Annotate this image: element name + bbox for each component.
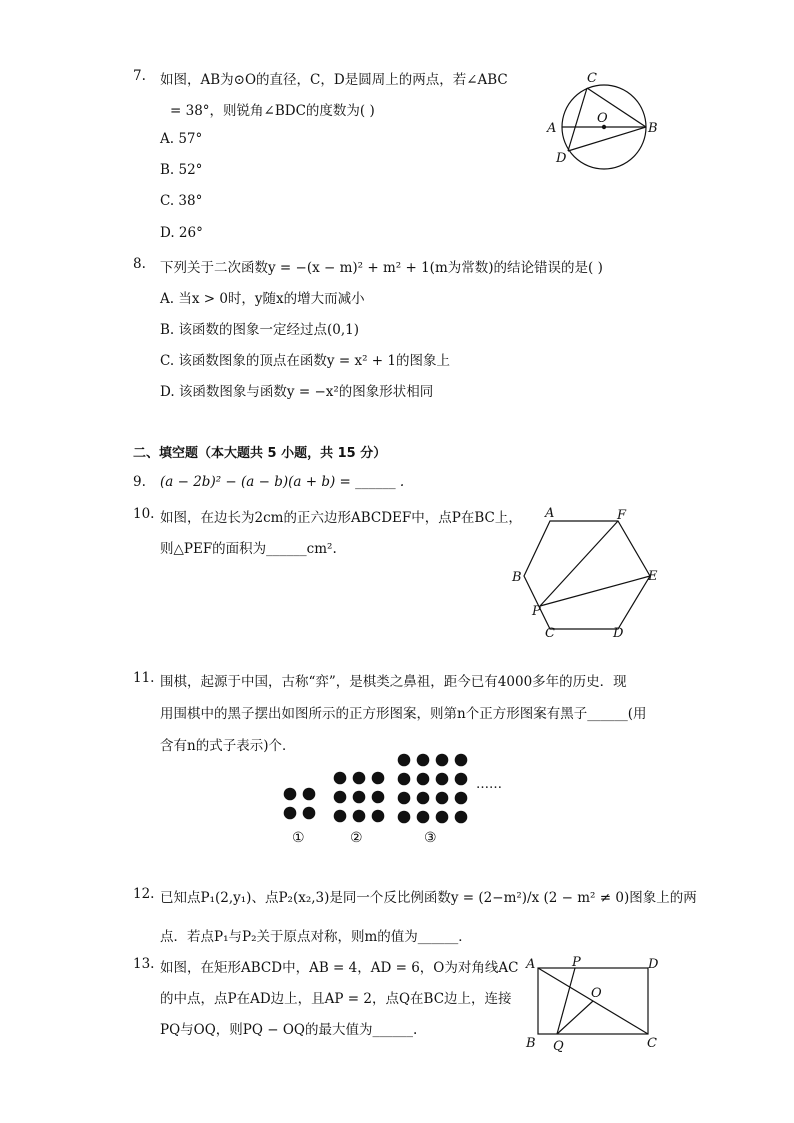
- q7-circle-figure: [540, 62, 670, 172]
- pattern-3x3-stones: [334, 772, 385, 823]
- q11-go-stone-patterns: [280, 750, 520, 850]
- q8-number: 8.: [133, 256, 146, 272]
- go-stone: [398, 773, 411, 786]
- q7-label-c: C: [587, 71, 597, 86]
- q10-label-p: P: [532, 604, 541, 619]
- q13-label-q: Q: [553, 1039, 564, 1054]
- go-stone: [436, 754, 449, 767]
- q10-label-d: D: [613, 626, 624, 640]
- pattern-label-2: ②: [350, 830, 363, 846]
- q10-number: 10.: [133, 506, 155, 522]
- section-title-fill-blank: 二、填空题（本大题共 5 小题，共 15 分）: [133, 446, 387, 461]
- go-stone: [353, 791, 366, 804]
- q13-label-p: P: [572, 955, 581, 970]
- q8-option-c: C. 该函数图象的顶点在函数y = x² + 1的图象上: [160, 353, 450, 369]
- q10-label-b: B: [512, 570, 522, 585]
- pattern-label-1: ①: [292, 830, 305, 846]
- q10-label-a: A: [545, 506, 555, 521]
- go-stone: [436, 792, 449, 805]
- q8-option-b: B. 该函数的图象一定经过点(0,1): [160, 322, 360, 338]
- q12-stem-line1: 已知点P₁(2,y₁)、点P₂(x₂,3)是同一个反比例函数y = (2−m²)/x (2 − m² ≠ 0)图象上的两: [160, 890, 697, 906]
- go-stone: [334, 772, 347, 785]
- q9-number: 9.: [133, 474, 146, 490]
- pattern-label-3: ③: [424, 830, 437, 846]
- pattern-4x4-stones: [398, 754, 468, 824]
- go-stone: [303, 807, 316, 820]
- q7-label-a: A: [547, 121, 557, 136]
- q7-option-d: D. 26°: [160, 225, 203, 241]
- go-stone: [334, 791, 347, 804]
- pattern-ellipsis: ……: [476, 777, 502, 792]
- go-stone: [417, 811, 430, 824]
- q9-stem: (a − 2b)² − (a − b)(a + b) = ______ .: [160, 474, 405, 490]
- pattern-2x2-stones: [284, 788, 316, 820]
- q11-stem-line1: 围棋，起源于中国，古称“弈”，是棋类之鼻祖，距今已有4000多年的历史．现: [160, 674, 627, 690]
- q13-rectangle-figure: [520, 952, 670, 1057]
- go-stone: [398, 811, 411, 824]
- go-stone: [417, 773, 430, 786]
- go-stone: [284, 807, 297, 820]
- q10-label-c: C: [545, 626, 555, 640]
- q7-label-d: D: [556, 151, 567, 166]
- go-stone: [284, 788, 297, 801]
- go-stone: [303, 788, 316, 801]
- q7-option-c: C. 38°: [160, 193, 203, 209]
- go-stone: [334, 810, 347, 823]
- q13-stem-line2: 的中点，点P在AD边上，且AP = 2，点Q在BC边上，连接: [160, 991, 512, 1007]
- q13-label-b: B: [526, 1036, 536, 1051]
- q8-option-a: A. 当x > 0时，y随x的增大而减小: [160, 291, 365, 307]
- q10-stem-line1: 如图，在边长为2cm的正六边形ABCDEF中，点P在BC上，: [160, 510, 522, 526]
- go-stone: [398, 792, 411, 805]
- q13-label-d: D: [648, 957, 659, 972]
- go-stone: [436, 773, 449, 786]
- q8-stem: 下列关于二次函数y = −(x − m)² + m² + 1(m为常数)的结论错误的是( ): [160, 260, 603, 276]
- q10-label-e: E: [648, 569, 658, 584]
- go-stone: [372, 791, 385, 804]
- q13-label-a: A: [526, 957, 536, 972]
- q11-stem-line2: 用围棋中的黑子摆出如图所示的正方形图案，则第n个正方形图案有黑子______(用: [160, 706, 647, 722]
- q13-stem-line3: PQ与OQ，则PQ − OQ的最大值为______.: [160, 1022, 418, 1038]
- q12-number: 12.: [133, 886, 155, 902]
- q7-label-b: B: [648, 121, 658, 136]
- q7-option-a: A. 57°: [160, 131, 203, 147]
- go-stone: [372, 810, 385, 823]
- q10-hexagon-figure: [505, 505, 665, 640]
- q8-option-d: D. 该函数图象与函数y = −x²的图象形状相同: [160, 384, 434, 400]
- q10-label-f: F: [617, 508, 627, 523]
- q13-label-o: O: [591, 986, 602, 1001]
- go-stone: [417, 754, 430, 767]
- q11-stem-line3: 含有n的式子表示)个．: [160, 738, 296, 754]
- q13-stem-line1: 如图，在矩形ABCD中，AB = 4，AD = 6，O为对角线AC: [160, 960, 519, 976]
- go-stone: [372, 772, 385, 785]
- q7-stem-line2: = 38°，则锐角∠BDC的度数为( ): [170, 103, 375, 119]
- go-stone: [417, 792, 430, 805]
- go-stone: [455, 792, 468, 805]
- go-stone: [455, 811, 468, 824]
- q13-number: 13.: [133, 956, 155, 972]
- q11-number: 11.: [133, 670, 155, 686]
- q7-label-o: O: [597, 111, 608, 126]
- q10-stem-line2: 则△PEF的面积为______cm².: [160, 541, 337, 557]
- go-stone: [353, 772, 366, 785]
- q7-option-b: B. 52°: [160, 162, 203, 178]
- go-stone: [436, 811, 449, 824]
- go-stone: [398, 754, 411, 767]
- go-stone: [455, 773, 468, 786]
- go-stone: [455, 754, 468, 767]
- q7-stem-line1: 如图，AB为⊙O的直径，C，D是圆周上的两点，若∠ABC: [160, 72, 508, 88]
- go-stone: [353, 810, 366, 823]
- q13-label-c: C: [647, 1036, 657, 1051]
- q12-stem-line2: 点．若点P₁与P₂关于原点对称，则m的值为______．: [160, 929, 472, 945]
- q7-number: 7.: [133, 68, 146, 84]
